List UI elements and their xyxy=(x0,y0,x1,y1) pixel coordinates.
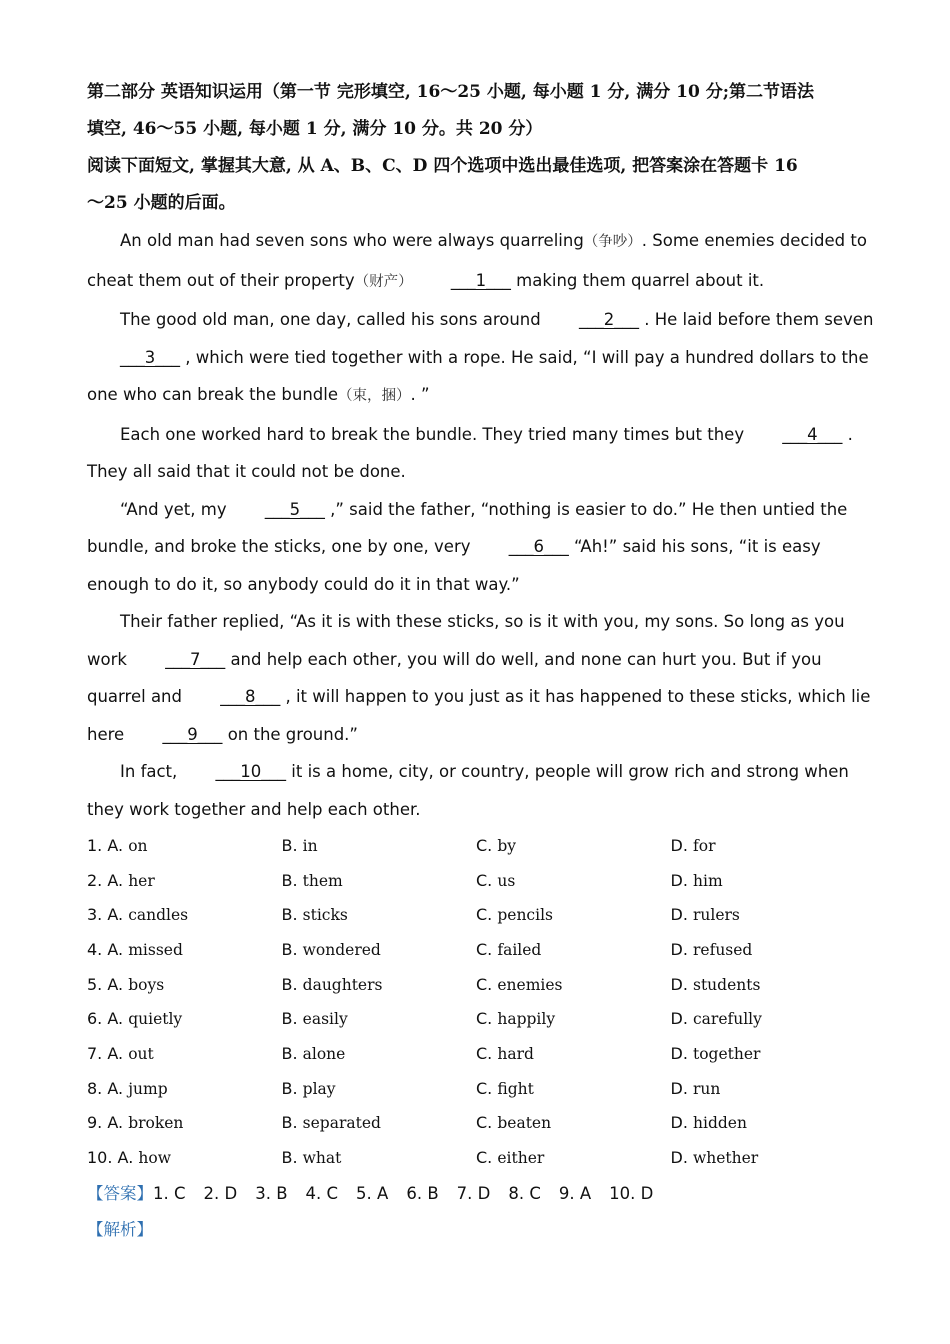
option-c xyxy=(476,1079,671,1098)
option-label: D. xyxy=(670,1078,688,1098)
answer-item: 3. B xyxy=(255,1183,288,1203)
question-number: 10. A. xyxy=(87,1148,134,1168)
question-row xyxy=(87,1140,877,1175)
option-a xyxy=(87,871,282,890)
answer-item: 2. D xyxy=(203,1183,238,1203)
option-text: daughters xyxy=(302,975,383,994)
option-text: rulers xyxy=(693,906,740,925)
answer-item: 6. B xyxy=(406,1183,439,1203)
option-label: C. xyxy=(476,1078,493,1098)
option-c xyxy=(476,1148,671,1167)
option-b xyxy=(282,1044,477,1063)
question-number: 2. A. xyxy=(87,870,124,890)
option-label: B. xyxy=(281,1078,298,1098)
option-d xyxy=(671,1148,866,1167)
answer-item: 8. C xyxy=(508,1183,541,1203)
option-a xyxy=(87,1044,282,1063)
option-a xyxy=(87,1113,282,1132)
option-text: on xyxy=(128,836,148,855)
option-label: C. xyxy=(476,1148,493,1168)
option-text: refused xyxy=(693,940,753,959)
question-number: 8. A. xyxy=(87,1078,124,1098)
option-d xyxy=(671,905,866,924)
answer-item: 5. A xyxy=(356,1183,389,1203)
option-text: quietly xyxy=(128,1010,183,1029)
question-number: 7. A. xyxy=(87,1043,124,1063)
passage-text: . ” xyxy=(410,385,430,404)
option-d xyxy=(671,1113,866,1132)
option-text: boys xyxy=(128,975,165,994)
passage-text: it is a home, city, or country, people will grow rich and strong when they work together and help each other. xyxy=(87,762,849,819)
option-b xyxy=(282,940,477,959)
answer-item: 7. D xyxy=(456,1183,491,1203)
option-text: candles xyxy=(128,906,189,925)
option-label: B. xyxy=(281,1009,298,1029)
option-a xyxy=(87,1079,282,1098)
option-b xyxy=(282,1113,477,1132)
passage-paragraph-2 xyxy=(87,301,877,416)
section-header-line: 第二部分 英语知识运用（第一节 完形填空, 16～25 小题, 每小题 1 分, 满分 10 分;第二节语法 xyxy=(87,82,815,102)
answer-item: 4. C xyxy=(305,1183,339,1203)
blank-2: ___2___ xyxy=(579,310,639,329)
option-c xyxy=(476,871,671,890)
blank-7: ___7___ xyxy=(165,649,226,669)
passage-text: . They all said that it could not be done. xyxy=(87,424,853,481)
option-text: hard xyxy=(497,1044,534,1063)
option-text: by xyxy=(497,836,517,855)
passage-paragraph-6 xyxy=(87,753,877,828)
option-label: D. xyxy=(670,1009,688,1029)
passage-text: Their father replied, “As it is with these sticks, so is it with you, my sons. So long as you work xyxy=(87,612,845,669)
option-b xyxy=(282,905,477,924)
blank-3: ___3___ xyxy=(120,347,180,367)
question-row xyxy=(87,828,877,863)
option-d xyxy=(671,975,866,994)
option-label: C. xyxy=(476,1113,493,1133)
blank-9: ___9___ xyxy=(162,724,223,744)
option-d xyxy=(671,940,866,959)
question-row xyxy=(87,967,877,1002)
option-text: missed xyxy=(128,940,183,959)
option-label: B. xyxy=(281,905,298,925)
passage-text: Each one worked hard to break the bundle. They tried many times but they xyxy=(120,424,745,444)
option-label: B. xyxy=(281,939,298,959)
option-c xyxy=(476,1009,671,1028)
question-row xyxy=(87,1036,877,1071)
document-content xyxy=(87,74,877,1247)
question-number: 6. A. xyxy=(87,1009,124,1029)
option-text: him xyxy=(693,871,723,890)
option-label: C. xyxy=(476,870,493,890)
option-label: C. xyxy=(476,835,493,855)
passage-text: and help each other, you will do well, and none can hurt you. But if you quarrel and xyxy=(87,649,822,706)
passage-text: The good old man, one day, called his sons around xyxy=(120,310,541,329)
option-text: how xyxy=(138,1149,171,1168)
option-text: enemies xyxy=(497,975,563,994)
option-a xyxy=(87,975,282,994)
blank-1: ___1___ xyxy=(450,270,511,290)
option-text: beaten xyxy=(497,1114,552,1133)
section-header-line: 填空, 46～55 小题, 每小题 1 分, 满分 10 分。共 20 分） xyxy=(87,119,543,139)
option-c xyxy=(476,836,671,855)
option-label: D. xyxy=(670,1113,688,1133)
question-row xyxy=(87,1001,877,1036)
option-text: pencils xyxy=(497,906,553,925)
option-b xyxy=(282,1079,477,1098)
option-b xyxy=(282,1009,477,1028)
option-text: sticks xyxy=(302,906,348,925)
option-d xyxy=(671,1044,866,1063)
option-b xyxy=(282,1148,477,1167)
option-text: separated xyxy=(302,1114,381,1133)
option-text: for xyxy=(693,836,716,855)
question-row xyxy=(87,897,877,932)
option-a xyxy=(87,1148,282,1167)
option-text: in xyxy=(302,836,318,855)
option-text: her xyxy=(128,871,155,890)
answer-line xyxy=(87,1177,877,1211)
option-text: them xyxy=(302,871,343,890)
option-text: happily xyxy=(497,1010,556,1029)
option-label: D. xyxy=(670,1148,688,1168)
passage-text: , which were tied together with a rope. He said, “I will pay a hundred dollars to the one who can break the bundle xyxy=(87,347,869,404)
option-text: either xyxy=(497,1149,545,1168)
option-c xyxy=(476,1044,671,1063)
passage-text: An old man had seven sons who were always quarreling xyxy=(120,231,584,250)
blank-6: ___6___ xyxy=(508,537,569,556)
passage-paragraph-5 xyxy=(87,603,877,753)
question-number: 1. A. xyxy=(87,835,124,855)
passage-text: making them quarrel about it. xyxy=(516,270,765,290)
option-text: easily xyxy=(302,1010,348,1029)
chinese-gloss: （财产） xyxy=(354,273,413,290)
option-label: D. xyxy=(670,835,688,855)
options-table xyxy=(87,828,877,1175)
option-text: what xyxy=(302,1149,342,1168)
option-label: D. xyxy=(670,870,688,890)
option-text: together xyxy=(693,1044,761,1063)
passage-text: ,” said the father, “nothing is easier to do.” He then untied the bundle, and broke the sticks, one by one, very xyxy=(87,499,848,556)
option-label: B. xyxy=(281,1148,298,1168)
option-c xyxy=(476,1113,671,1132)
option-text: us xyxy=(497,871,516,890)
question-row xyxy=(87,863,877,898)
option-text: whether xyxy=(693,1149,759,1168)
option-text: hidden xyxy=(693,1114,747,1133)
option-d xyxy=(671,1079,866,1098)
blank-4: ___4___ xyxy=(782,424,843,444)
passage-paragraph-3 xyxy=(87,416,877,491)
instruction-line: 阅读下面短文, 掌握其大意, 从 A、B、C、D 四个选项中选出最佳选项, 把答案涂在答题卡 16 xyxy=(87,156,798,176)
passage-paragraph-4 xyxy=(87,491,877,604)
option-text: out xyxy=(128,1044,154,1063)
option-d xyxy=(671,836,866,855)
blank-5: ___5___ xyxy=(264,499,325,519)
option-text: jump xyxy=(128,1079,168,1098)
option-label: D. xyxy=(670,1043,688,1063)
option-label: D. xyxy=(670,905,688,925)
analysis-line xyxy=(87,1213,877,1247)
option-a xyxy=(87,1009,282,1028)
passage-text: . He laid before them seven xyxy=(644,310,874,329)
option-label: D. xyxy=(670,974,688,994)
option-label: D. xyxy=(670,939,688,959)
question-number: 5. A. xyxy=(87,974,124,994)
option-label: C. xyxy=(476,1009,493,1029)
option-text: wondered xyxy=(302,940,381,959)
option-text: students xyxy=(693,975,761,994)
option-label: C. xyxy=(476,939,493,959)
option-text: play xyxy=(302,1079,336,1098)
option-label: C. xyxy=(476,905,493,925)
option-d xyxy=(671,871,866,890)
question-row xyxy=(87,1106,877,1141)
option-label: C. xyxy=(476,1043,493,1063)
option-text: failed xyxy=(497,940,542,959)
option-label: B. xyxy=(281,1043,298,1063)
option-label: B. xyxy=(281,835,298,855)
blank-10: ___10___ xyxy=(215,762,287,781)
question-row xyxy=(87,932,877,967)
instruction-line: ～25 小题的后面。 xyxy=(87,193,236,213)
question-number: 3. A. xyxy=(87,905,124,925)
option-label: B. xyxy=(281,870,298,890)
option-b xyxy=(282,871,477,890)
option-a xyxy=(87,905,282,924)
option-c xyxy=(476,905,671,924)
option-b xyxy=(282,975,477,994)
option-b xyxy=(282,836,477,855)
option-text: fight xyxy=(497,1079,534,1098)
option-text: broken xyxy=(128,1114,184,1133)
option-label: C. xyxy=(476,974,493,994)
passage-text: “And yet, my xyxy=(120,499,227,519)
option-label: B. xyxy=(281,974,298,994)
option-text: run xyxy=(693,1079,721,1098)
option-label: B. xyxy=(281,1113,298,1133)
passage-text: “Ah!” said his sons, “it is easy enough to do it, so anybody could do it in that way.” xyxy=(87,537,821,594)
option-a xyxy=(87,940,282,959)
blank-8: ___8___ xyxy=(220,687,281,706)
option-c xyxy=(476,975,671,994)
answer-item: 10. D xyxy=(609,1183,654,1203)
analysis-tag: 【解析】 xyxy=(87,1219,153,1239)
answer-item: 9. A xyxy=(558,1183,592,1203)
passage-text: , it will happen to you just as it has happened to these sticks, which lie here xyxy=(87,687,871,744)
question-row xyxy=(87,1071,877,1106)
option-text: alone xyxy=(302,1044,346,1063)
option-c xyxy=(476,940,671,959)
passage-text: . Some enemies decided to cheat them out of their property xyxy=(87,231,867,290)
option-d xyxy=(671,1009,866,1028)
question-number: 4. A. xyxy=(87,939,124,959)
option-text: carefully xyxy=(693,1010,762,1029)
chinese-gloss: （争吵） xyxy=(583,234,642,250)
question-number: 9. A. xyxy=(87,1113,124,1133)
passage-paragraph-1 xyxy=(87,222,877,301)
passage-text: on the ground.” xyxy=(227,724,358,744)
answer-item: 1. C xyxy=(153,1183,186,1203)
option-a xyxy=(87,836,282,855)
passage-text: In fact, xyxy=(120,762,178,781)
answer-tag: 【答案】 xyxy=(87,1183,153,1203)
chinese-gloss: （束，捆） xyxy=(338,388,411,404)
